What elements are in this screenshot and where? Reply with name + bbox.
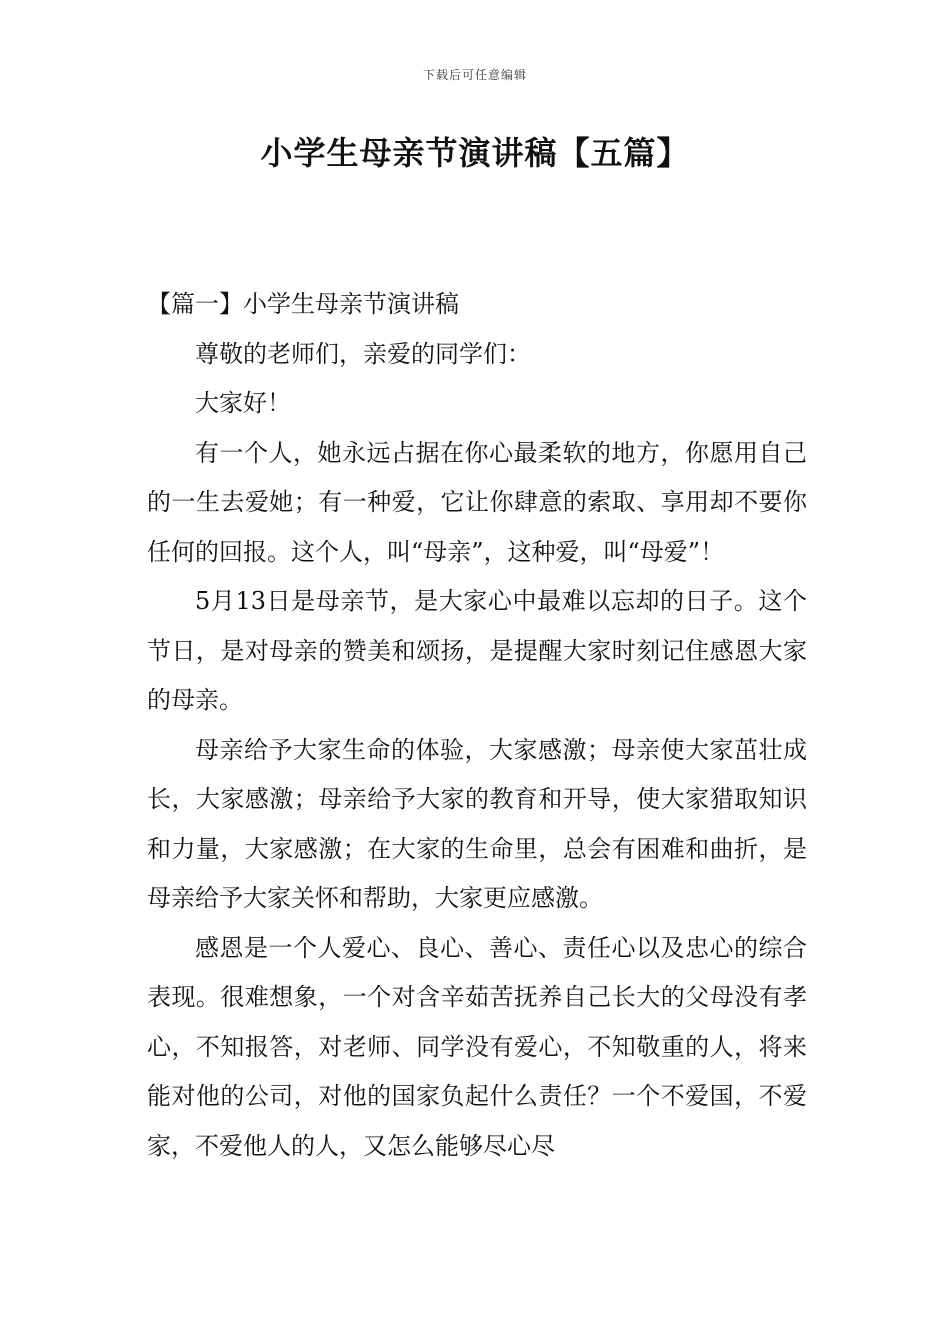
paragraph: 有一个人，她永远占据在你心最柔软的地方，你愿用自己的一生去爱她；有一种爱，它让你肆意的索取、享用却不要你任何的回报。这个人，叫“母亲”，这种爱，叫“母爱”！ — [147, 438, 807, 566]
paragraph-salutation: 尊敬的老师们，亲爱的同学们： — [195, 339, 531, 368]
document-body — [147, 280, 807, 1171]
document-title: 小学生母亲节演讲稿【五篇】 — [260, 134, 690, 172]
paragraph: 感恩是一个人爱心、良心、善心、责任心以及忠心的综合表现。很难想象，一个对含辛茹苦抚养自己长大的父母没有孝心，不知报答，对老师、同学没有爱心，不知敬重的人，将来能对他的公司，对他的国家负起什么责任？一个不爱国，不爱家，不爱他人的人，又怎么能够尽心尽 — [147, 933, 807, 1160]
paragraph: 5月13日是母亲节，是大家心中最难以忘却的日子。这个节日，是对母亲的赞美和颂扬，是提醒大家时刻记住感恩大家的母亲。 — [147, 587, 807, 714]
section-heading: 【篇一】小学生母亲节演讲稿 — [147, 290, 459, 318]
paragraph-greeting: 大家好！ — [195, 389, 291, 417]
header-note: 下载后可任意编辑 — [422, 68, 527, 82]
paragraph: 母亲给予大家生命的体验，大家感激；母亲使大家茁壮成长，大家感激；母亲给予大家的教育和开导，使大家猎取知识和力量，大家感激；在大家的生命里，总会有困难和曲折，是母亲给予大家关怀和帮助，大家更应感激。 — [147, 735, 807, 912]
